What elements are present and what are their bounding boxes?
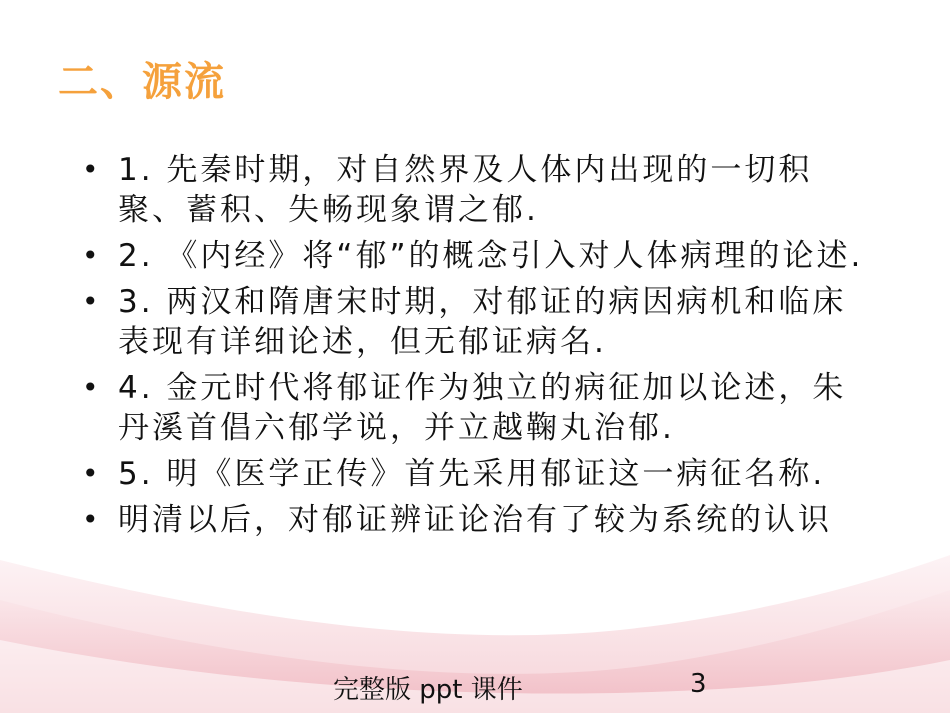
- bullet-text: 2. 《内经》将“郁”的概念引入对人体病理的论述.: [118, 238, 864, 274]
- bullet-text: 3. 两汉和隋唐宋时期，对郁证的病因病机和临床表现有详细论述，但无郁证病名.: [118, 284, 847, 360]
- bullet-text: 明清以后，对郁证辨证论治有了较为系统的认识: [118, 502, 832, 538]
- bullet-text: 1. 先秦时期，对自然界及人体内出现的一切积聚、蓄积、失畅现象谓之郁.: [118, 152, 813, 228]
- page-number: 3: [690, 669, 707, 699]
- bullet-item: [80, 368, 880, 448]
- bullet-list: [80, 150, 880, 546]
- bullet-dot-icon: •: [82, 153, 102, 186]
- bullet-text: 5. 明《医学正传》首先采用郁证这一病征名称.: [118, 456, 826, 492]
- bullet-text: 4. 金元时代将郁证作为独立的病征加以论述，朱丹溪首倡六郁学说，并立越鞠丸治郁.: [118, 370, 847, 446]
- bullet-dot-icon: •: [82, 457, 102, 490]
- bullet-dot-icon: •: [82, 239, 102, 272]
- bullet-item: [80, 150, 880, 230]
- bullet-dot-icon: •: [82, 371, 102, 404]
- bullet-item: [80, 282, 880, 362]
- bullet-item: [80, 454, 880, 494]
- slide-title: 二、源流: [58, 59, 226, 105]
- bullet-item: [80, 500, 880, 540]
- bullet-item: [80, 236, 880, 276]
- bullet-dot-icon: •: [82, 503, 102, 536]
- bullet-dot-icon: •: [82, 285, 102, 318]
- footer-text: 完整版 ppt 课件: [333, 675, 523, 705]
